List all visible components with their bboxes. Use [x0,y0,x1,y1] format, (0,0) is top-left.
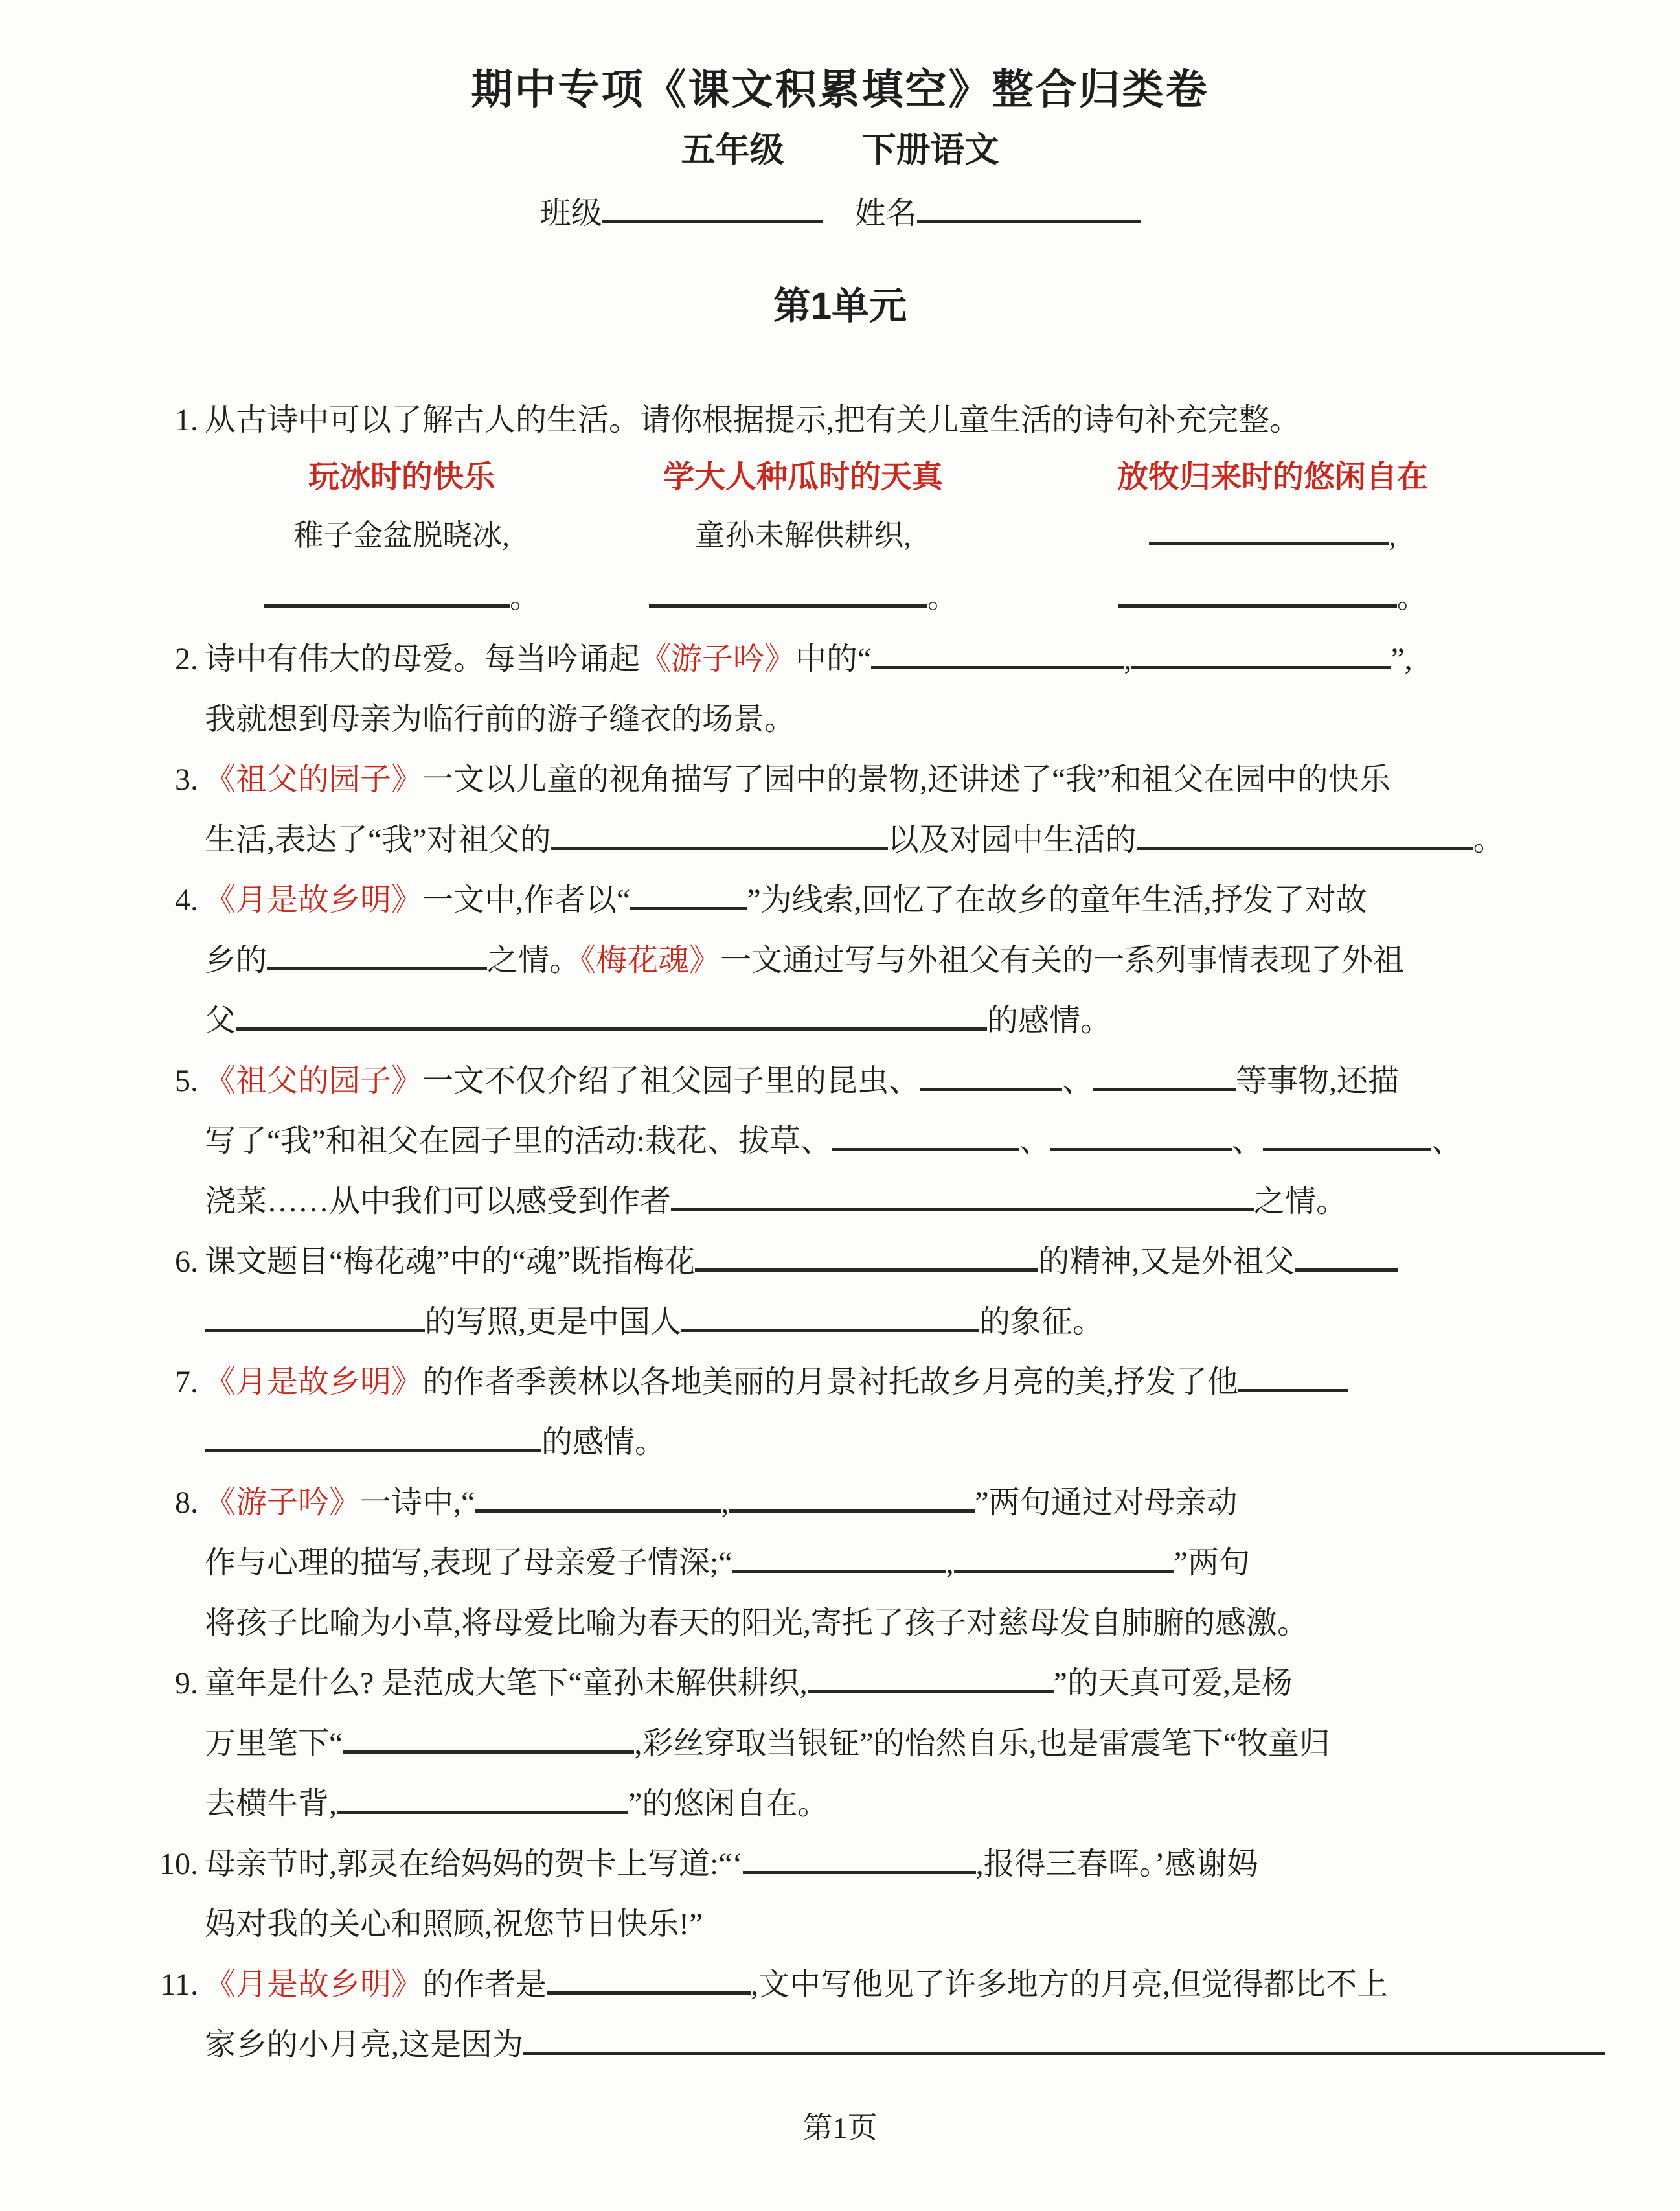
text-run: 将孩子比喻为小草,将母爱比喻为春天的阳光,寄托了孩子对慈母发自肺腑的感激。 [205,1606,1309,1640]
text-run: ”的天真可爱,是杨 [1053,1666,1293,1701]
answer-blank [205,1443,541,1452]
text-run: 乡的 [205,943,267,978]
question-1 [149,390,1609,629]
answer-blank [523,2045,1605,2055]
text-run: 写了“我”和祖父在园子里的活动:栽花、拔草、 [205,1124,832,1158]
text-run: 的感情。 [987,1003,1112,1038]
question-line [149,1472,1609,1533]
text-run: ”的悠闲自在。 [628,1787,829,1821]
answer-blank [695,1262,1038,1272]
question-number: 8. [175,1485,198,1520]
question-line [149,930,1609,991]
answer-blank [551,840,888,850]
poem-row [1010,505,1535,567]
text-run: 母亲节时,郭灵在给妈妈的贺卡上写道:“‘ [205,1847,743,1881]
question-line [149,629,1609,689]
text-run: 课文题目“梅花魂”中的“魂”既指梅花 [205,1244,696,1279]
question-line [149,810,1609,870]
book-title: 《祖父的园子》 [205,1064,423,1098]
text-run: , [1389,519,1396,552]
text-run: 姓名 [854,196,917,231]
question-number: 4. [175,883,198,917]
question-9 [149,1653,1609,1834]
question-line [149,1352,1609,1412]
question-line [149,2015,1609,2075]
text-run: 、 [1231,1124,1263,1158]
text-run: 的感情。 [541,1425,666,1460]
question-line [149,1111,1609,1171]
text-run: 稚子金盆脱晓冰, [293,519,510,552]
poem-column [1010,450,1535,629]
question-7 [149,1352,1609,1472]
text-run: ”两句 [1174,1546,1250,1580]
text-run: 。 [927,581,957,614]
question-number: 7. [175,1365,198,1399]
question-line [149,1292,1609,1352]
answer-blank [681,1322,979,1332]
text-run: 一文不仅介绍了祖父园子里的昆虫、 [422,1064,920,1098]
grade-subtitle [0,119,1680,181]
text-run: 之情。 [1254,1184,1348,1219]
question-line [149,1834,1609,1894]
book-title: 《游子吟》 [640,642,796,676]
question-4 [149,870,1609,1051]
question-line [149,689,1609,750]
text-run: 等事物,还描 [1236,1064,1400,1098]
text-run: 班级 [539,196,602,231]
answer-blank [920,1081,1062,1091]
book-title: 《月是故乡明》 [205,883,423,917]
question-line [149,1593,1609,1653]
text-run: 之情。 [487,943,581,978]
text-run: 、 [1062,1064,1094,1098]
text-run: 的作者是 [422,1967,547,2002]
text-run: 以及对园中生活的 [887,823,1137,857]
question-line [149,1533,1609,1593]
poem-row [1010,567,1535,629]
text-run: 万里笔下“ [205,1726,343,1761]
text-run: ”, [1391,642,1413,676]
text-run: 家乡的小月亮,这是因为 [205,2028,524,2062]
book-title: 《游子吟》 [205,1485,361,1520]
text-run: 去横牛背, [205,1787,337,1821]
text-run: , [721,1485,729,1520]
question-number: 9. [175,1666,198,1701]
poem-hint-table [149,450,1609,629]
page-number: 第1页 [802,2111,878,2144]
answer-blank [671,1202,1254,1211]
poem-row [596,505,1010,567]
poem-column [207,450,596,629]
answer-blank [732,1563,946,1573]
answer-blank [267,961,487,970]
text-run: ,报得三春晖。’感谢妈 [975,1847,1258,1881]
answer-blank [343,1744,634,1754]
answer-blank [1295,1262,1398,1272]
section-title: 第1单元 [773,285,907,327]
poem-column [596,450,1010,629]
answer-blank [871,659,1124,669]
poem-row [207,567,596,629]
answer-blank [547,1985,751,1995]
book-title: 《月是故乡明》 [205,1967,423,2002]
answer-blank [205,1322,425,1332]
text-run: 的精神,又是外祖父 [1038,1244,1295,1279]
answer-blank [1137,840,1473,850]
text-run: 作与心理的描写,表现了母亲爱子情深;“ [205,1546,732,1580]
question-number: 1. [175,403,198,437]
book-title: 《梅花魂》 [580,943,721,978]
question-number: 10. [159,1847,198,1881]
answer-blank [1263,1141,1431,1151]
question-10 [149,1834,1609,1954]
book-title: 《祖父的园子》 [205,762,423,797]
answer-blank [917,214,1141,223]
text-run: 。 [1397,581,1427,614]
question-2 [149,629,1609,750]
question-line [149,1954,1609,2015]
question-line [149,1412,1609,1472]
answer-blank [337,1804,628,1814]
text-run: 的作者季羡林以各地美丽的月景衬托故乡月亮的美,抒发了他 [422,1365,1239,1399]
answer-blank [954,1563,1174,1573]
text-run: , [1124,642,1132,676]
answer-blank [264,598,510,608]
question-6 [149,1232,1609,1352]
text-run: ”为线索,回忆了在故乡的童年生活,抒发了对故 [747,883,1367,917]
text-run: , [946,1546,954,1580]
class-name-line [0,181,1680,246]
question-3 [149,750,1609,870]
question-number: 6. [175,1244,198,1279]
answer-blank [1093,1081,1236,1091]
answer-blank [743,1864,976,1874]
page-title: 期中专项《课文积累填空》整合归类卷 [471,66,1209,113]
text-run: 生活,表达了“我”对祖父的 [205,823,551,857]
text-run: ,彩丝穿取当银钲”的怡然自乐,也是雷震笔下“牧童归 [634,1726,1330,1761]
text-run: 我就想到母亲为临行前的游子缝衣的场景。 [205,702,796,737]
question-8 [149,1472,1609,1653]
poem-row [207,505,596,567]
text-run: 的象征。 [979,1305,1104,1339]
question-line [149,1653,1609,1713]
answer-blank [1131,659,1391,669]
poem-row [596,567,1010,629]
question-line [149,390,1609,450]
text-run: 父 [205,1003,236,1038]
question-number: 11. [160,1967,198,2002]
question-line [149,1894,1609,1954]
question-line [149,870,1609,930]
text-run: 、 [1431,1124,1462,1158]
answer-blank [602,214,823,223]
answer-blank [630,900,747,910]
answer-blank [1118,598,1397,608]
answer-blank [1238,1382,1348,1392]
text-run: 童孙未解供耕织, [695,519,911,552]
question-number: 3. [175,762,198,797]
poem-column-heading: 放牧归来时的悠闲自在 [1117,460,1428,494]
answer-blank [729,1503,975,1513]
text-run: ,文中写他见了许多地方的月亮,但觉得都比不上 [751,1967,1389,2002]
text-run: 诗中有伟大的母爱。每当吟诵起 [205,642,641,676]
text-run: 一文中,作者以“ [422,883,631,917]
text-run: 五年级 [681,131,784,169]
answer-blank [649,598,927,608]
poem-column-heading: 学大人种瓜时的天真 [663,460,943,494]
question-line [149,1774,1609,1834]
question-number: 2. [175,642,198,676]
question-line [149,1713,1609,1774]
answer-blank [832,1141,1019,1151]
text-run: 的写照,更是中国人 [425,1305,682,1339]
text-run: 一文通过写与外祖父有关的一系列事情表现了外祖 [720,943,1405,978]
text-run: 、 [1019,1124,1050,1158]
answer-blank [1050,1141,1232,1151]
answer-blank [1149,536,1389,545]
book-title: 《月是故乡明》 [205,1365,423,1399]
poem-column-heading: 玩冰时的快乐 [308,460,495,494]
text-run: 。 [510,581,539,614]
text-run: 一诗中,“ [360,1485,475,1520]
answer-blank [808,1684,1054,1693]
question-line [149,1171,1609,1232]
text-run: 妈对我的关心和照顾,祝您节日快乐!” [205,1907,703,1942]
question-number: 5. [175,1064,198,1098]
question-11 [149,1954,1609,2075]
question-line [149,750,1609,810]
text-run: 下册语文 [861,131,999,169]
text-run: ”两句通过对母亲动 [975,1485,1238,1520]
text-run: 一文以儿童的视角描写了园中的景物,还讲述了“我”和祖父在园中的快乐 [422,762,1391,797]
text-run: 从古诗中可以了解古人的生活。请你根据提示,把有关儿童生活的诗句补充完整。 [205,403,1301,437]
text-run: 。 [1473,823,1504,857]
question-line [149,1232,1609,1292]
questions [149,390,1609,2075]
text-run: 童年是什么? 是范成大笔下“童孙未解供耕织, [205,1666,808,1701]
question-line [149,991,1609,1051]
text-run: 中的“ [795,642,872,676]
text-run: 浇菜……从中我们可以感受到作者 [205,1184,672,1219]
answer-blank [236,1021,987,1031]
question-5 [149,1051,1609,1232]
answer-blank [475,1503,721,1513]
question-line [149,1051,1609,1111]
